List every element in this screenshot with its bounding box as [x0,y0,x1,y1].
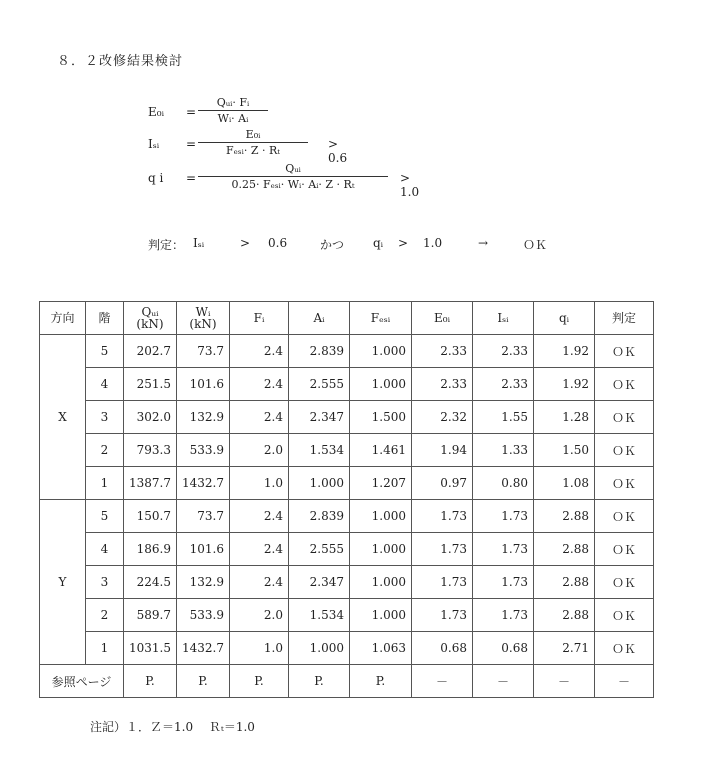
is-cell: 0.68 [473,632,534,665]
a-cell: 1.000 [289,467,350,500]
is-cell: 0.80 [473,467,534,500]
reference-row [40,665,654,698]
fes-cell: 1.000 [350,533,412,566]
judge-cell: ＯＫ [595,434,654,467]
fraction-denominator: 0.25· Fₑₛᵢ· Wᵢ· Aᵢ· Z · Rₜ [231,178,355,191]
table-row [40,566,654,599]
e0-cell: 1.73 [412,500,473,533]
w-cell: 132.9 [177,401,230,434]
is-cell: 1.73 [473,533,534,566]
judge-cell: ＯＫ [595,566,654,599]
f-cell: 1.0 [230,632,289,665]
floor-cell: 2 [86,434,124,467]
qu-cell: 202.7 [124,335,177,368]
judge-cell: ＯＫ [595,335,654,368]
qu-cell: 150.7 [124,500,177,533]
a-cell: 2.839 [289,500,350,533]
formula-equals: = [186,171,197,185]
reference-cell: P. [230,665,289,698]
header-qu-unit: (kN) [136,317,164,331]
fraction-numerator: Qᵤᵢ [285,162,301,175]
table-row [40,500,654,533]
verdict-gt: > [240,236,251,250]
fes-cell: 1.000 [350,335,412,368]
formula-fraction [198,128,308,157]
is-cell: 1.73 [473,500,534,533]
f-cell: 2.4 [230,335,289,368]
table-row [40,401,654,434]
verdict-q-term: qᵢ [373,236,384,250]
table-header-row [40,302,654,335]
f-cell: 2.4 [230,368,289,401]
verdict-label: 判定： [148,238,185,252]
header-fes: Fₑₛᵢ [350,302,412,335]
reference-cell: － [595,665,654,698]
w-cell: 1432.7 [177,467,230,500]
floor-cell: 4 [86,368,124,401]
fes-cell: 1.000 [350,368,412,401]
fes-cell: 1.500 [350,401,412,434]
e0-cell: 2.33 [412,335,473,368]
fes-cell: 1.207 [350,467,412,500]
header-e0: E₀ᵢ [412,302,473,335]
verdict-is-term: Iₛᵢ [193,236,205,250]
e0-cell: 1.73 [412,533,473,566]
floor-cell: 5 [86,335,124,368]
f-cell: 2.4 [230,533,289,566]
qu-cell: 186.9 [124,533,177,566]
w-cell: 1432.7 [177,632,230,665]
qu-cell: 1387.7 [124,467,177,500]
table-row [40,467,654,500]
q-cell: 2.88 [534,599,595,632]
verdict-arrow: → [478,236,489,250]
header-w-unit: (kN) [189,317,217,331]
verdict-q-value: 1.0 [423,236,443,250]
q-cell: 2.71 [534,632,595,665]
qu-cell: 302.0 [124,401,177,434]
a-cell: 2.555 [289,368,350,401]
table-row [40,599,654,632]
q-cell: 2.88 [534,533,595,566]
judge-cell: ＯＫ [595,500,654,533]
result-table [39,301,654,698]
fes-cell: 1.063 [350,632,412,665]
fraction-denominator: Wᵢ· Aᵢ [217,112,249,125]
qu-cell: 251.5 [124,368,177,401]
fes-cell: 1.461 [350,434,412,467]
a-cell: 2.555 [289,533,350,566]
judge-cell: ＯＫ [595,533,654,566]
fraction-numerator: E₀ᵢ [245,128,261,141]
a-cell: 2.839 [289,335,350,368]
reference-cell: － [534,665,595,698]
formula-lhs: q i [148,171,164,185]
table-row [40,434,654,467]
reference-cell: － [473,665,534,698]
e0-cell: 0.97 [412,467,473,500]
q-cell: 1.50 [534,434,595,467]
a-cell: 1.000 [289,632,350,665]
fes-cell: 1.000 [350,566,412,599]
f-cell: 2.4 [230,401,289,434]
direction-cell: X [40,335,86,500]
reference-cell: P. [350,665,412,698]
table-row [40,368,654,401]
a-cell: 2.347 [289,566,350,599]
q-cell: 1.28 [534,401,595,434]
q-cell: 1.92 [534,368,595,401]
header-qu-label: Qᵤᵢ [141,305,159,319]
floor-cell: 1 [86,632,124,665]
verdict-gt: > [398,236,409,250]
w-cell: 73.7 [177,500,230,533]
table-row [40,632,654,665]
f-cell: 2.0 [230,599,289,632]
formula-equals: = [186,105,197,119]
header-judge: 判定 [595,302,654,335]
judge-cell: ＯＫ [595,599,654,632]
qu-cell: 1031.5 [124,632,177,665]
reference-label: 参照ページ [40,665,124,698]
formula-condition: > 1.0 [400,171,420,199]
f-cell: 2.4 [230,500,289,533]
a-cell: 1.534 [289,434,350,467]
e0-cell: 1.94 [412,434,473,467]
qu-cell: 589.7 [124,599,177,632]
judge-cell: ＯＫ [595,632,654,665]
is-cell: 1.55 [473,401,534,434]
header-a: Aᵢ [289,302,350,335]
fraction-numerator: Qᵤᵢ· Fᵢ [216,96,250,109]
verdict-result: ＯＫ [523,238,548,252]
reference-cell: － [412,665,473,698]
qu-cell: 793.3 [124,434,177,467]
fraction-denominator: Fₑₛᵢ· Z · Rₜ [226,144,280,157]
judge-cell: ＯＫ [595,368,654,401]
is-cell: 2.33 [473,335,534,368]
e0-cell: 1.73 [412,599,473,632]
e0-cell: 2.32 [412,401,473,434]
verdict-and: かつ [320,238,345,252]
header-w-label: Wᵢ [195,305,211,319]
table-row [40,533,654,566]
fes-cell: 1.000 [350,500,412,533]
e0-cell: 2.33 [412,368,473,401]
q-cell: 1.08 [534,467,595,500]
w-cell: 533.9 [177,599,230,632]
formula-fraction [198,162,388,191]
section-heading: ８．２改修結果検討 [57,54,184,69]
floor-cell: 1 [86,467,124,500]
reference-cell: P. [289,665,350,698]
judge-cell: ＯＫ [595,401,654,434]
q-cell: 1.92 [534,335,595,368]
header-floor: 階 [86,302,124,335]
formula-lhs: E₀ᵢ [148,105,164,119]
header-f: Fᵢ [230,302,289,335]
reference-cell: P. [124,665,177,698]
floor-cell: 5 [86,500,124,533]
fes-cell: 1.000 [350,599,412,632]
formula-equals: = [186,137,197,151]
w-cell: 533.9 [177,434,230,467]
qu-cell: 224.5 [124,566,177,599]
w-cell: 73.7 [177,335,230,368]
a-cell: 2.347 [289,401,350,434]
reference-cell: P. [177,665,230,698]
e0-cell: 0.68 [412,632,473,665]
f-cell: 2.4 [230,566,289,599]
floor-cell: 4 [86,533,124,566]
header-is: Iₛᵢ [473,302,534,335]
w-cell: 132.9 [177,566,230,599]
e0-cell: 1.73 [412,566,473,599]
judge-cell: ＯＫ [595,467,654,500]
q-cell: 2.88 [534,566,595,599]
direction-cell: Y [40,500,86,665]
header-q: qᵢ [534,302,595,335]
is-cell: 1.73 [473,599,534,632]
q-cell: 2.88 [534,500,595,533]
w-cell: 101.6 [177,368,230,401]
header-w [177,302,230,335]
footnote: 注記）１．Ｚ＝1.0 Ｒₜ＝1.0 [90,720,255,734]
f-cell: 2.0 [230,434,289,467]
formula-condition: > 0.6 [328,137,348,165]
floor-cell: 2 [86,599,124,632]
header-qu [124,302,177,335]
formula-lhs: Iₛᵢ [148,137,160,151]
verdict-is-value: 0.6 [268,236,288,250]
is-cell: 1.73 [473,566,534,599]
floor-cell: 3 [86,401,124,434]
w-cell: 101.6 [177,533,230,566]
is-cell: 2.33 [473,368,534,401]
f-cell: 1.0 [230,467,289,500]
floor-cell: 3 [86,566,124,599]
is-cell: 1.33 [473,434,534,467]
a-cell: 1.534 [289,599,350,632]
table-row [40,335,654,368]
header-direction: 方向 [40,302,86,335]
formula-fraction [198,96,268,125]
